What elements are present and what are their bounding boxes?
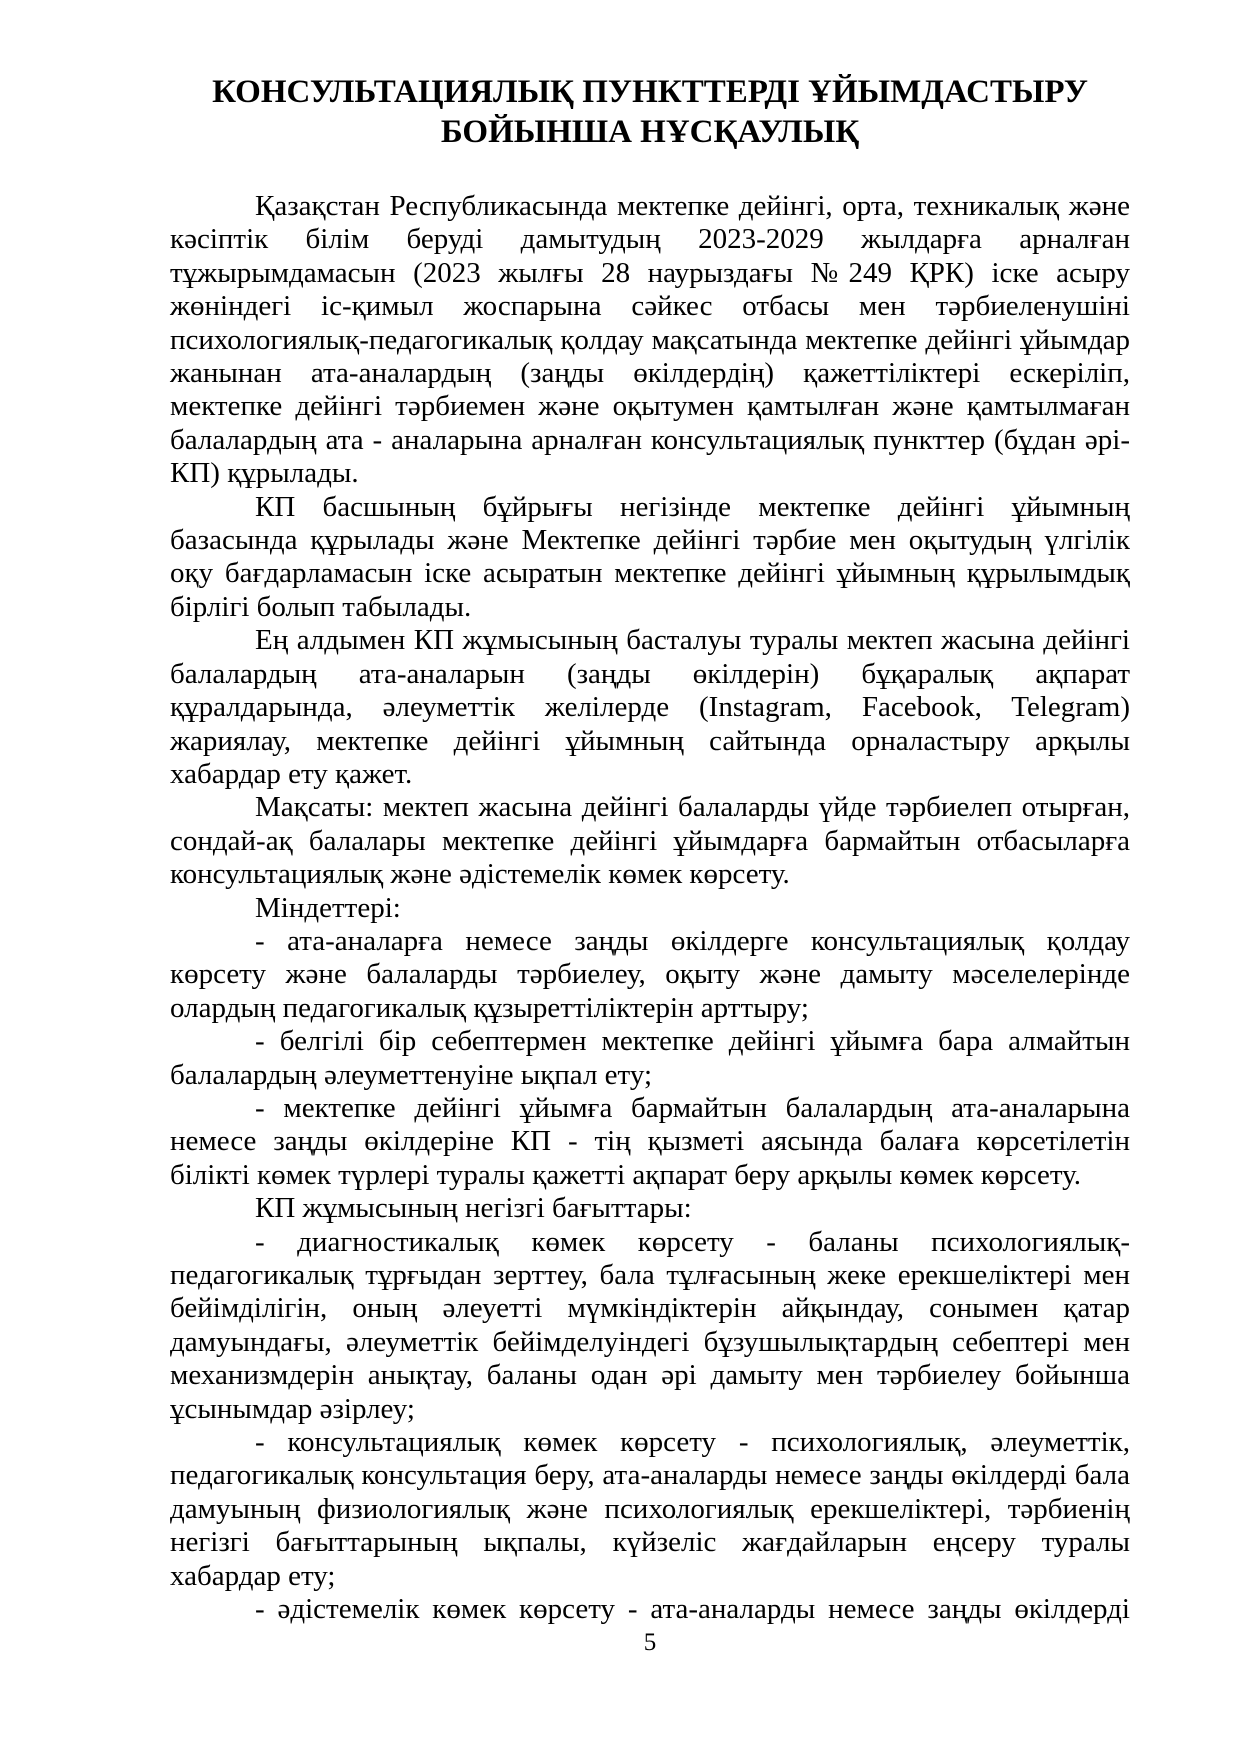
document-title-line-1: КОНСУЛЬТАЦИЯЛЫҚ ПУНКТТЕРДІ ҰЙЫМДАСТЫРУ xyxy=(212,74,1088,110)
paragraph-task-3: - мектепке дейінгі ұйымға бармайтын балалардың ата-аналарына немесе заңды өкілдеріне КП - тің қызметі аясында балаға көрсетілетін білікті көмек түрлері туралы қажетті ақпарат беру арқылы көмек көрсету. xyxy=(170,1091,1130,1191)
paragraph-diagnostic-help: - диагностикалық көмек көрсету - баланы психологиялық-педагогикалық тұрғыдан зерттеу, бала тұлғасының жеке ерекшеліктері мен бейімділігін, оның әлеуетті мүмкіндіктерін айқындау, сонымен қатар дамуындағы, әлеуметтік бейімделуіндегі бұзушылықтардың себептері мен механизмдерін анықтау, баланы одан әрі дамыту мен тәрбиелеу бойынша ұсынымдар әзірлеу; xyxy=(170,1225,1130,1425)
paragraph-tasks-heading: Міндеттері: xyxy=(255,891,401,924)
paragraph-directions-heading: КП жұмысының негізгі бағыттары: xyxy=(255,1192,692,1225)
paragraph-kp-basis: КП басшының бұйрығы негізінде мектепке дейінгі ұйымның базасында құрылады және Мектепке дейінгі тәрбие мен оқытудың үлгілік оқу бағдарламасын іске асыратын мектепке дейінгі ұйымның құрылымдық бірлігі болып табылады. xyxy=(170,490,1130,623)
document-content xyxy=(170,72,1130,1626)
page-number: 5 xyxy=(643,1629,657,1656)
paragraph-methodical-help: - әдістемелік көмек көрсету - ата-аналарды немесе заңды өкілдерді xyxy=(255,1593,1130,1626)
paragraph-goal: Мақсаты: мектеп жасына дейінгі балаларды үйде тәрбиелеп отырған, сондай-ақ балалары мектепке дейінгі ұйымдарға бармайтын отбасыларға консультациялық және әдістемелік көмек көрсету. xyxy=(170,791,1130,891)
paragraph-task-1: - ата-аналарға немесе заңды өкілдерге консультациялық қолдау көрсету және балаларды тәрбиелеу, оқыту және дамыту мәселелерінде олардың педагогикалық құзыреттіліктерін арттыру; xyxy=(170,924,1130,1024)
paragraph-intro: Қазақстан Республикасында мектепке дейінгі, орта, техникалық және кәсіптік білім беруді дамытудың 2023-2029 жылдарға арналған тұжырымдамасын (2023 жылғы 28 наурыздағы №249 ҚРК) іске асыру жөніндегі іс-қимыл жоспарына сәйкес отбасы мен тәрбиеленушіні психологиялық-педагогикалық қолдау мақсатында мектепке дейінгі ұйымдар жанынан ата-аналардың (заңды өкілдердің) қажеттіліктері ескеріліп, мектепке дейінгі тәрбиемен және оқытумен қамтылған және қамтылмаған балалардың ата - аналарына арналған консультациялық пункттер (бұдан әрі-КП) құрылады. xyxy=(170,190,1130,490)
paragraph-task-2: - белгілі бір себептермен мектепке дейінгі ұйымға бара алмайтын балалардың әлеуметтенуіне ықпал ету; xyxy=(170,1025,1130,1091)
paragraph-announcement: Ең алдымен КП жұмысының басталуы туралы мектеп жасына дейінгі балалардың ата-аналарын (заңды өкілдерін) бұқаралық ақпарат құралдарында, әлеуметтік желілерде (Instagram, Facebook, Telegram) жариялау, мектепке дейінгі ұйымның сайтында орналастыру арқылы хабардар ету қажет. xyxy=(170,624,1130,790)
document-title-line-2: БОЙЫНША НҰСҚАУЛЫҚ xyxy=(440,114,860,150)
paragraph-consulting-help: - консультациялық көмек көрсету - психологиялық, әлеуметтік, педагогикалық консультация беру, ата-аналарды немесе заңды өкілдерді бала дамуының физиологиялық және психологиялық ерекшеліктері, тәрбиенің негізгі бағыттарының ықпалы, күйзеліс жағдайларын еңсеру туралы хабардар ету; xyxy=(170,1426,1130,1592)
document-title xyxy=(170,72,1130,152)
